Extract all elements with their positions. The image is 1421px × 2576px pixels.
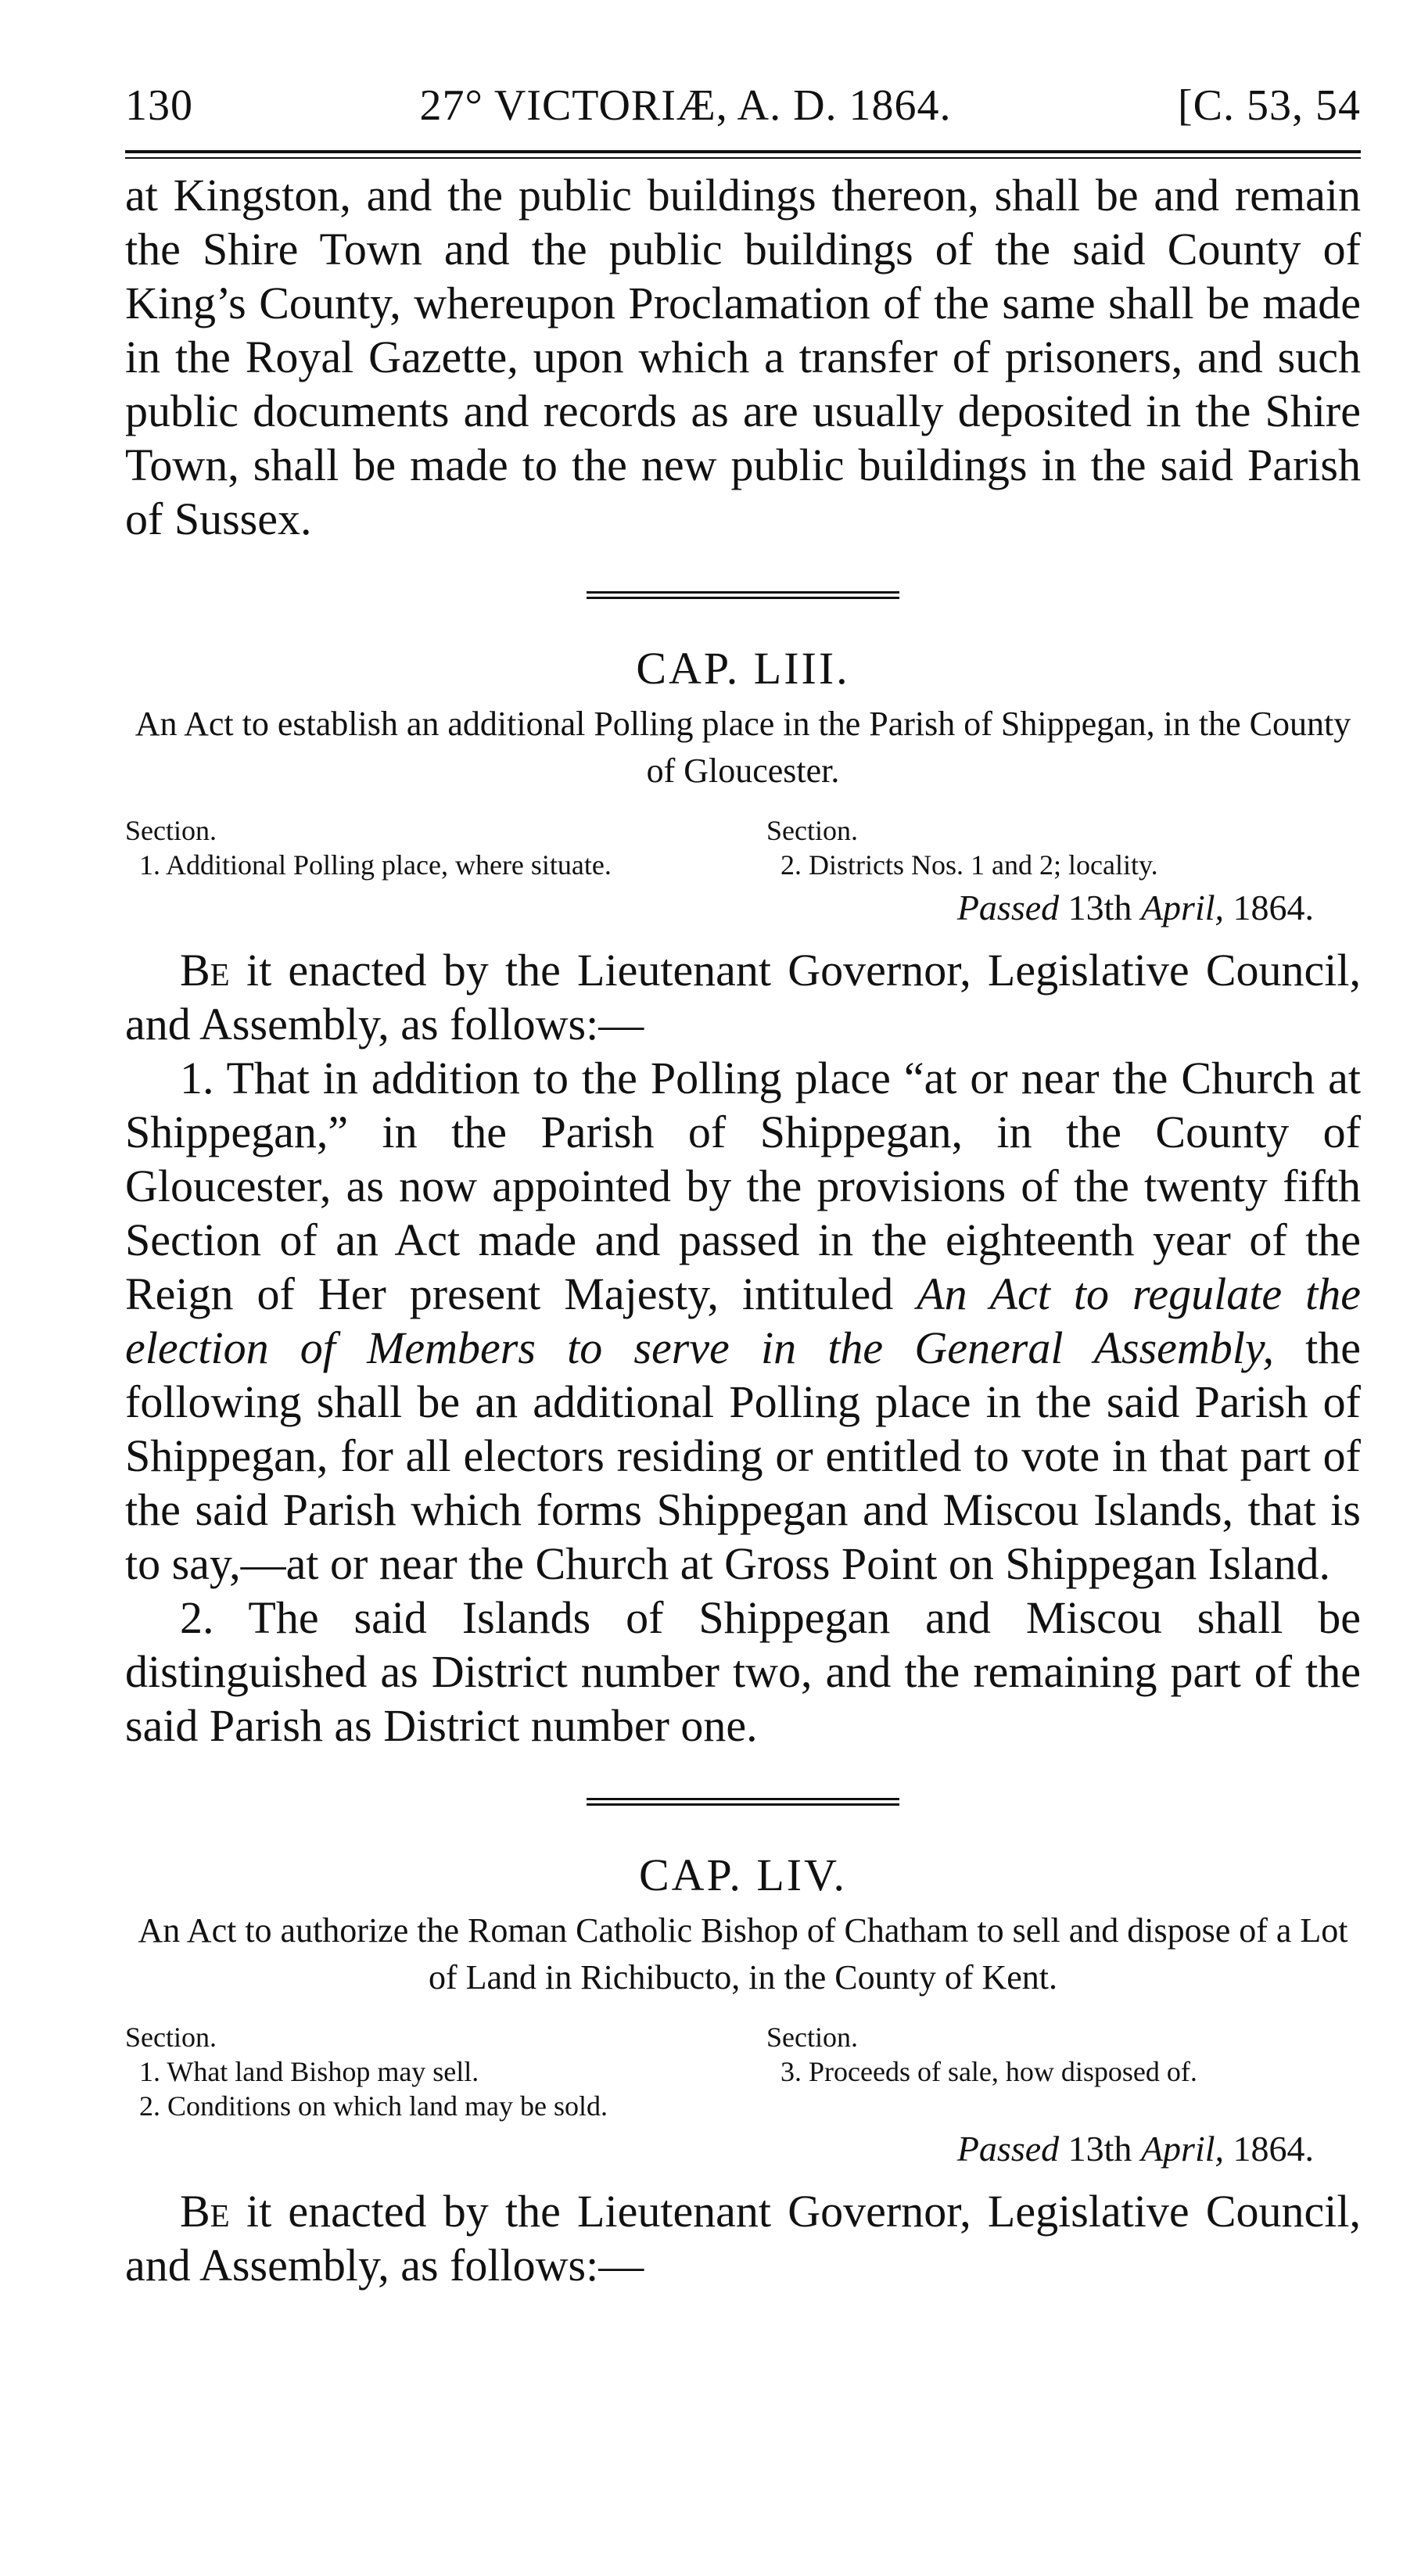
- passed-month: April,: [1140, 2129, 1224, 2169]
- cap-53-section-2: 2. The said Islands of Shippegan and Miscou shall be distinguished as District number two, and the remaining part of the said Parish as District number one.: [125, 1592, 1361, 1751]
- section-entry: 2. Districts Nos. 1 and 2; locality.: [780, 849, 1158, 881]
- enact-initial-word: Be: [180, 945, 230, 996]
- continued-paragraph: at Kingston, and the public buildings thereon, shall be and remain the Shire Town and the public buildings of the said County of King’s County, whereupon Proclamation of the same shall be made in the Royal Gazette, upon which a transfer of prisoners, and such public documents and records as are usually deposited in the Shire Town, shall be made to the new public buildings in the said Parish of Sussex.: [125, 170, 1361, 544]
- cap-53-heading: CAP. LIII.: [636, 643, 850, 694]
- cap-54-passed-date: [125, 2126, 1314, 2172]
- passed-year: 1864.: [1233, 2129, 1314, 2169]
- passed-word: Passed: [956, 888, 1060, 927]
- section-divider: [587, 591, 899, 599]
- cap-53-title: An Act to establish an additional Polling place in the Parish of Shippegan, in the County of Gloucester.: [135, 705, 1351, 790]
- running-head: [125, 78, 1361, 133]
- section-entry: 3. Proceeds of sale, how disposed of.: [780, 2056, 1197, 2087]
- passed-day: 13th: [1068, 2129, 1132, 2169]
- section-label: Section.: [766, 815, 858, 846]
- cap-53-section-index: [125, 813, 1361, 882]
- header-rule: [125, 150, 1361, 159]
- cap-53-enacting-clause: [125, 943, 1361, 1051]
- cap-54-section-index: [125, 2020, 1361, 2123]
- cap-54-title: An Act to authorize the Roman Catholic Bishop of Chatham to sell and dispose of a Lot of Land in Richibucto, in the County of Kent.: [138, 1911, 1348, 1997]
- section-label: Section.: [125, 815, 217, 846]
- chapter-reference: [C. 53, 54: [1177, 81, 1361, 130]
- document-page: [125, 78, 1361, 2292]
- cited-act-title: An Act to regulate the election of Members to serve in the General Assembly,: [125, 1268, 1361, 1373]
- passed-day: 13th: [1068, 888, 1132, 927]
- section-entry: 1. Additional Polling place, where situate.: [139, 849, 612, 881]
- enact-initial-word: Be: [180, 2186, 230, 2237]
- section-divider: [587, 1798, 899, 1806]
- passed-month: April,: [1140, 888, 1224, 927]
- section-1-text-a: 1. That in addition to the Polling place “at or near the Church at Shippegan,” in the Parish of Shippegan, in the County of Gloucester, as now appointed by the provisions of the twenty fifth Section of an Act made and passed in the eighteenth year of the Reign of Her present Majesty, intituled: [125, 1053, 1361, 1319]
- cap-53-passed-date: [125, 885, 1314, 931]
- passed-word: Passed: [956, 2129, 1060, 2169]
- enact-text: it enacted by the Lieutenant Governor, Legislative Council, and Assembly, as follows:—: [125, 2186, 1361, 2291]
- section-entry: 1. What land Bishop may sell.: [139, 2056, 479, 2087]
- cap-54-enacting-clause: [125, 2184, 1361, 2292]
- cap-53-section-1: [125, 1051, 1361, 1591]
- section-index-left: [125, 2020, 751, 2123]
- page-number: 130: [125, 81, 193, 130]
- section-label: Section.: [766, 2022, 858, 2053]
- section-label: Section.: [125, 2022, 217, 2053]
- passed-year: 1864.: [1233, 888, 1314, 927]
- running-title: 27° VICTORIÆ, A. D. 1864.: [419, 81, 952, 130]
- section-entry: 2. Conditions on which land may be sold.: [139, 2090, 608, 2122]
- section-1-text-b: the following shall be an additional Polling place in the said Parish of Shippegan, for all electors residing or entitled to vote in that part of the said Parish which forms Shippegan and Miscou Islands, that is to say,—at or near the Church at Gross Point on Shippegan Island.: [125, 1322, 1362, 1589]
- cap-54-heading: CAP. LIV.: [638, 1849, 848, 1900]
- section-index-right: [766, 813, 1361, 882]
- section-index-left: [125, 813, 751, 882]
- enact-text: it enacted by the Lieutenant Governor, Legislative Council, and Assembly, as follows:—: [125, 945, 1361, 1049]
- section-index-right: [766, 2020, 1361, 2123]
